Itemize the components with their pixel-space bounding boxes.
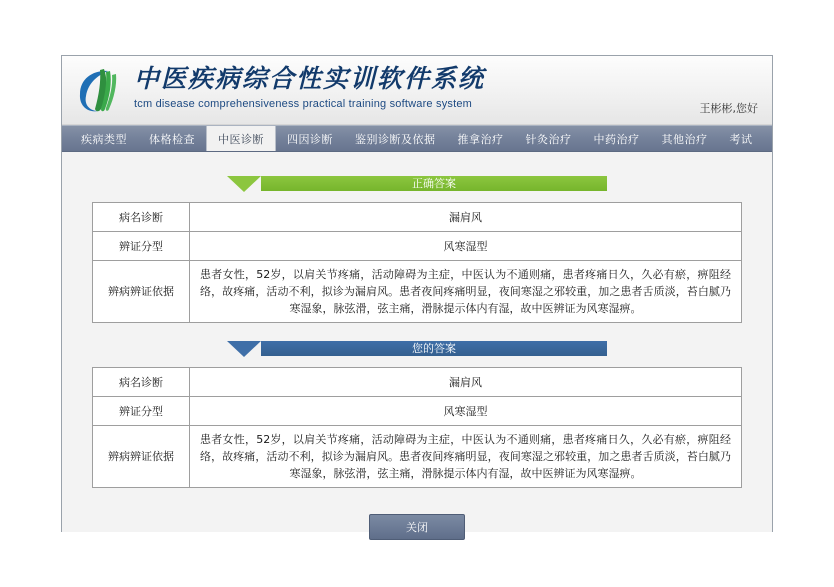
application-window <box>61 55 773 532</box>
correct-row-value-1: 风寒湿型 <box>190 232 742 261</box>
nav-item-four-cause-diagnosis[interactable]: 四因诊断 <box>287 132 333 146</box>
nav-item-physical-exam[interactable]: 体格检查 <box>149 132 195 146</box>
nav-item-other-therapy[interactable]: 其他治疗 <box>661 132 708 146</box>
your-basis-label: 辨病辨证依据 <box>93 426 190 488</box>
your-answer-banner-label: 您的答案 <box>412 342 456 355</box>
correct-answer-banner <box>227 176 607 192</box>
nav-item-tuina-therapy[interactable]: 推拿治疗 <box>457 132 504 146</box>
table-row <box>93 368 742 397</box>
nav-item-acupuncture-therapy[interactable]: 针灸治疗 <box>525 132 572 146</box>
leaf-logo-icon <box>74 64 130 116</box>
correct-basis-label: 辨病辨证依据 <box>93 261 190 323</box>
chevron-down-icon <box>227 341 261 357</box>
correct-row-value-0: 漏肩风 <box>190 203 742 232</box>
app-title-cn: 中医疾病综合性实训软件系统 <box>134 64 486 93</box>
main-nav <box>62 125 772 152</box>
your-row-label-0: 病名诊断 <box>93 368 190 397</box>
footer-actions <box>62 514 772 540</box>
table-row <box>93 232 742 261</box>
your-row-label-1: 辨证分型 <box>93 397 190 426</box>
app-header <box>62 56 772 125</box>
correct-answer-banner-label: 正确答案 <box>412 177 456 190</box>
correct-row-label-1: 辨证分型 <box>93 232 190 261</box>
nav-item-disease-type[interactable]: 疾病类型 <box>81 132 127 146</box>
table-row <box>93 397 742 426</box>
table-row <box>93 261 742 323</box>
app-title-en: tcm disease comprehensiveness practical training software system <box>134 98 473 110</box>
correct-row-label-0: 病名诊断 <box>93 203 190 232</box>
correct-basis-text: 患者女性，52岁，以肩关节疼痛，活动障碍为主症，中医认为不通则痛，患者疼痛日久，久必有瘀，痹阻经络，故疼痛，活动不利，拟诊为漏肩风。患者夜间疼痛明显，夜间寒湿之邪较重，加之患者舌质淡，苔白腻乃寒湿象，脉弦滑，弦主痛，滑脉提示体内有湿，故中医辨证为风寒湿痹。 <box>190 261 742 323</box>
your-row-value-1: 风寒湿型 <box>190 397 742 426</box>
nav-item-tcm-diagnosis[interactable]: 中医诊断 <box>206 126 276 151</box>
nav-item-differential-diagnosis[interactable]: 鉴别诊断及依据 <box>355 132 436 146</box>
correct-answer-table <box>92 202 742 323</box>
your-basis-text: 患者女性，52岁，以肩关节疼痛，活动障碍为主症，中医认为不通则痛，患者疼痛日久，久必有瘀，痹阻经络，故疼痛，活动不利，拟诊为漏肩风。患者夜间疼痛明显，夜间寒湿之邪较重，加之患者舌质淡，苔白腻乃寒湿象，脉弦滑，弦主痛，滑脉提示体内有湿，故中医辨证为风寒湿痹。 <box>190 426 742 488</box>
your-row-value-0: 漏肩风 <box>190 368 742 397</box>
table-row <box>93 426 742 488</box>
nav-item-exam[interactable]: 考试 <box>729 132 753 146</box>
app-title-block <box>134 62 485 112</box>
nav-item-herbal-therapy[interactable]: 中药治疗 <box>593 132 640 146</box>
close-button[interactable]: 关闭 <box>369 514 465 540</box>
your-answer-table <box>92 367 742 488</box>
content-area <box>62 152 772 532</box>
chevron-down-icon <box>227 176 261 192</box>
table-row <box>93 203 742 232</box>
your-answer-banner <box>227 341 607 357</box>
user-greeting: 王彬彬,您好 <box>699 102 758 115</box>
